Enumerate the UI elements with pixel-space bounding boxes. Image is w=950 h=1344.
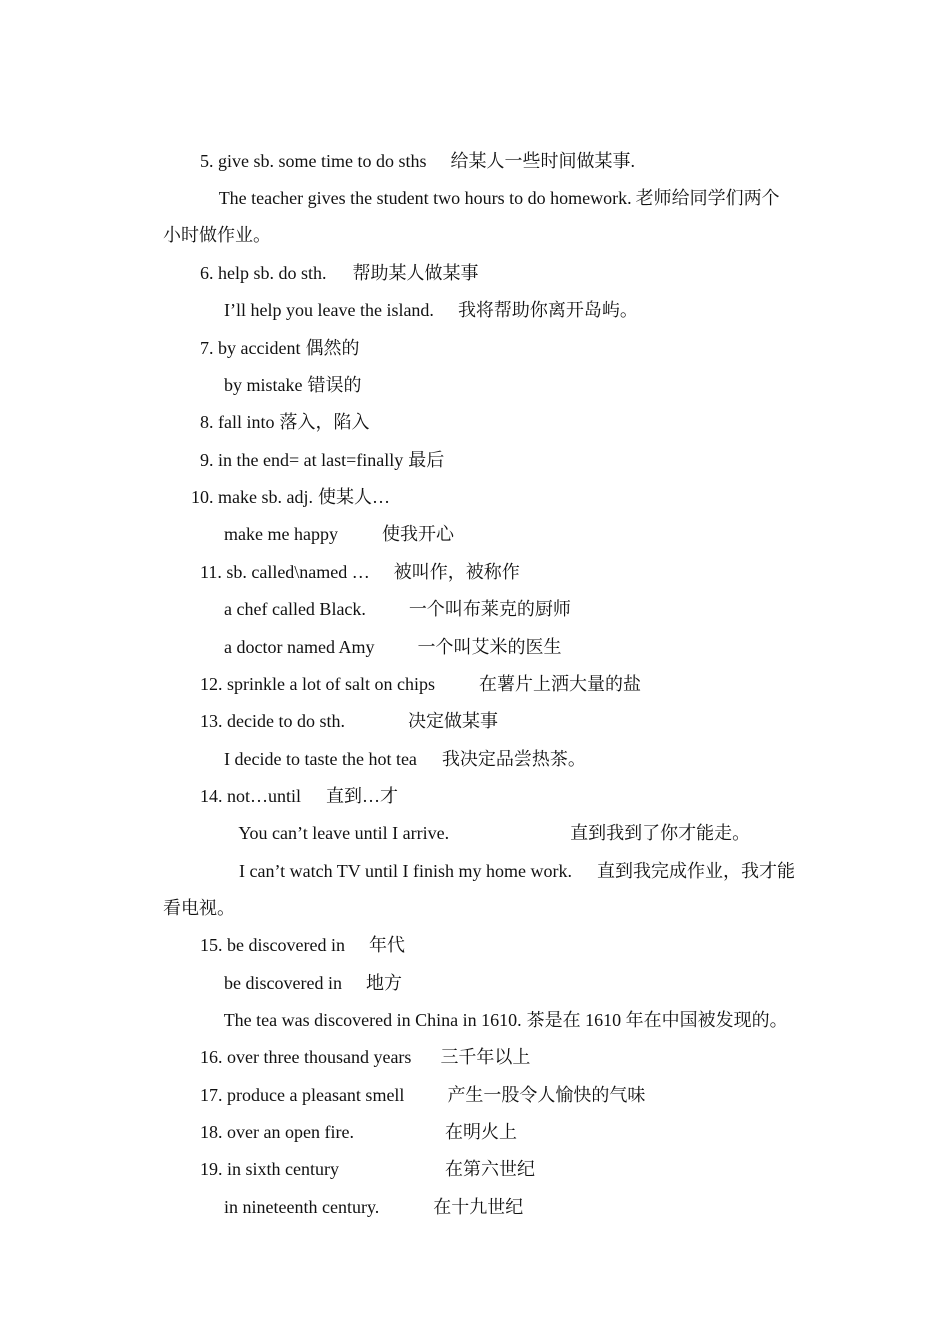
phrase-english: be discovered in bbox=[224, 973, 342, 993]
phrase-chinese: 在第六世纪 bbox=[444, 1159, 535, 1179]
phrase-english: 7. by accident bbox=[200, 338, 301, 358]
phrase-english: make me happy bbox=[224, 524, 338, 544]
phrase-english: 18. over an open fire. bbox=[200, 1122, 354, 1142]
sentence-english: I’ll help you leave the island. bbox=[224, 300, 434, 320]
sentence-english: The tea was discovered in China in 1610. bbox=[223, 1010, 522, 1030]
phrase-english: 15. be discovered in bbox=[200, 935, 345, 955]
example-sentence bbox=[221, 835, 795, 907]
phrase-chinese: 最后 bbox=[408, 450, 445, 470]
phrase-chinese: 决定做某事 bbox=[407, 711, 498, 731]
phrase-english: 6. help sb. do sth. bbox=[200, 263, 327, 283]
phrase-english: in nineteenth century. bbox=[224, 1197, 380, 1217]
sentence-chinese: 直到我完成作业，我才能 bbox=[596, 861, 795, 881]
phrase-english: a doctor named Amy bbox=[224, 637, 375, 657]
sentence-chinese: 看电视。 bbox=[163, 898, 235, 918]
phrase-chinese: 地方 bbox=[365, 973, 402, 993]
phrase-english: 8. fall into bbox=[200, 412, 275, 432]
sentence-english: I can’t watch TV until I finish my home work. bbox=[239, 861, 572, 881]
phrase-english: 11. sb. called\named … bbox=[200, 562, 370, 582]
phrase-chinese: 一个叫艾米的医生 bbox=[417, 637, 562, 657]
phrase-chinese: 使某人… bbox=[317, 487, 390, 507]
phrase-english: 13. decide to do sth. bbox=[200, 711, 345, 731]
phrase-chinese: 使我开心 bbox=[381, 524, 454, 544]
phrase-chinese: 在十九世纪 bbox=[433, 1197, 524, 1217]
sentence-chinese: 我将帮助你离开岛屿。 bbox=[457, 300, 638, 320]
phrase-english: 16. over three thousand years bbox=[200, 1047, 412, 1067]
phrase-chinese: 偶然的 bbox=[305, 338, 360, 358]
phrase-chinese: 被叫作，被称作 bbox=[393, 562, 520, 582]
phrase-chinese: 在明火上 bbox=[444, 1122, 517, 1142]
phrase-english: 5. give sb. some time to do sths bbox=[200, 151, 427, 171]
phrase-chinese: 三千年以上 bbox=[440, 1047, 531, 1067]
phrase-english: by mistake bbox=[224, 375, 303, 395]
sentence-chinese: 老师给同学们两个 bbox=[635, 188, 780, 208]
sentence-english: The teacher gives the student two hours to do homework. bbox=[218, 188, 632, 208]
sentence-english: I decide to taste the hot tea bbox=[224, 749, 417, 769]
sentence-chinese: 我决定品尝热茶。 bbox=[441, 749, 586, 769]
phrase-english: 17. produce a pleasant smell bbox=[200, 1085, 405, 1105]
phrase-chinese: 帮助某人做某事 bbox=[352, 263, 479, 283]
sentence-english: You can’t leave until I arrive. bbox=[238, 823, 450, 843]
phrase-english: 12. sprinkle a lot of salt on chips bbox=[200, 674, 435, 694]
phrase-chinese: 产生一股令人愉快的气味 bbox=[447, 1085, 646, 1105]
phrase-english: 19. in sixth century bbox=[200, 1159, 339, 1179]
list-item bbox=[206, 1171, 523, 1243]
phrase-chinese: 年代 bbox=[368, 935, 405, 955]
example-sentence bbox=[201, 162, 780, 234]
phrase-chinese: 错误的 bbox=[307, 375, 362, 395]
phrase-chinese: 给某人一些时间做某事. bbox=[450, 151, 635, 171]
phrase-english: 10. make sb. adj. bbox=[191, 487, 313, 507]
phrase-english: 9. in the end= at last=finally bbox=[200, 450, 404, 470]
phrase-chinese: 直到…才 bbox=[326, 786, 399, 806]
phrase-english: 14. not…until bbox=[200, 786, 302, 806]
phrase-chinese: 一个叫布莱克的厨师 bbox=[408, 599, 571, 619]
phrase-english: a chef called Black. bbox=[224, 599, 366, 619]
sentence-chinese: 直到我到了你才能走。 bbox=[570, 823, 751, 843]
phrase-chinese: 落入，陷入 bbox=[279, 412, 370, 432]
sentence-chinese: 小时做作业。 bbox=[163, 225, 271, 245]
sentence-chinese: 茶是在 1610 年在中国被发现的。 bbox=[526, 1010, 788, 1030]
phrase-chinese: 在薯片上洒大量的盐 bbox=[478, 674, 641, 694]
